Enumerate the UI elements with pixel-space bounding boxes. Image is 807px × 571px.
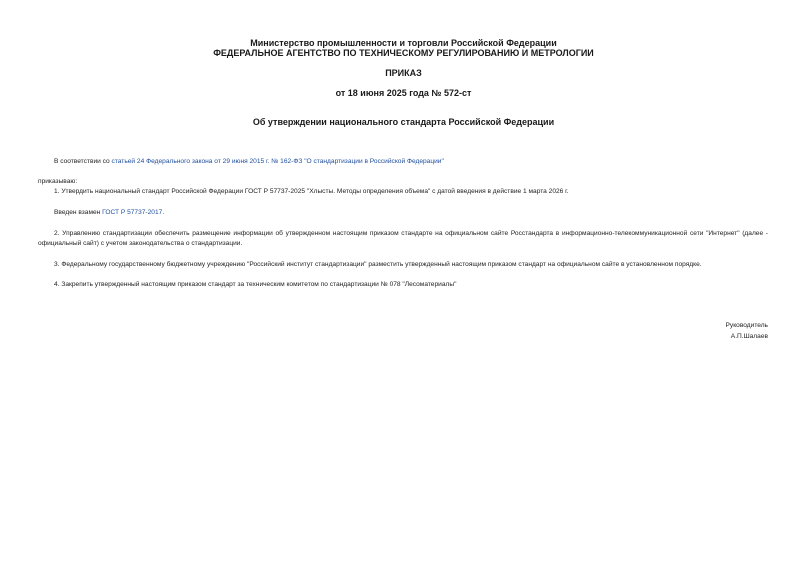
replacement-prefix: Введен взамен: [54, 209, 103, 216]
document-date-number: от 18 июня 2025 года № 572-ст: [335, 88, 472, 98]
gost-2017-link[interactable]: ГОСТ Р 57737-2017: [102, 209, 163, 216]
replacement-paragraph: [38, 208, 768, 218]
basis-paragraph: [38, 157, 768, 167]
item-3-paragraph: 3. Федеральному государственному бюджетному учреждению "Российский институт стандартизации" разместить утвержденный настоящим приказом стандарт на официальном сайте в установленном порядке.: [54, 261, 702, 268]
agency-heading: ФЕДЕРАЛЬНОЕ АГЕНТСТВО ПО ТЕХНИЧЕСКОМУ РЕГУЛИРОВАНИЮ И МЕТРОЛОГИИ: [213, 48, 594, 58]
signatory-position: Руководитель: [725, 322, 768, 329]
document-type: ПРИКАЗ: [385, 68, 422, 78]
federal-law-link[interactable]: статьей 24 Федерального закона от 29 июня 2015 г. № 162-ФЗ "О стандартизации в Российской Федерации": [111, 158, 444, 165]
signatory-name: А.П.Шалаев: [730, 333, 768, 340]
document-title: Об утверждении национального стандарта Российской Федерации: [252, 117, 555, 127]
item-4-paragraph: 4. Закрепить утвержденный настоящим приказом стандарт за техническим комитетом по стандартизации № 078 "Лесоматериалы": [54, 281, 457, 288]
order-word: приказываю:: [38, 178, 78, 185]
item-1-paragraph: 1. Утвердить национальный стандарт Российской Федерации ГОСТ Р 57737-2025 "Хлысты. Методы определения объема" с датой введения в действие 1 марта 2026 г.: [54, 188, 569, 195]
replacement-suffix: .: [162, 209, 165, 216]
ministry-heading: Министерство промышленности и торговли Российской Федерации: [250, 38, 557, 48]
basis-prefix: В соответствии со: [54, 158, 112, 165]
item-2-paragraph: 2. Управлению стандартизации обеспечить размещение информации об утвержденном настоящим приказом стандарте на официальном сайте Росстандарта в информационно-телекоммуникационной сети "Интернет" (далее - официальный сайт) с учетом законодательства о стандартизации.: [38, 230, 768, 247]
